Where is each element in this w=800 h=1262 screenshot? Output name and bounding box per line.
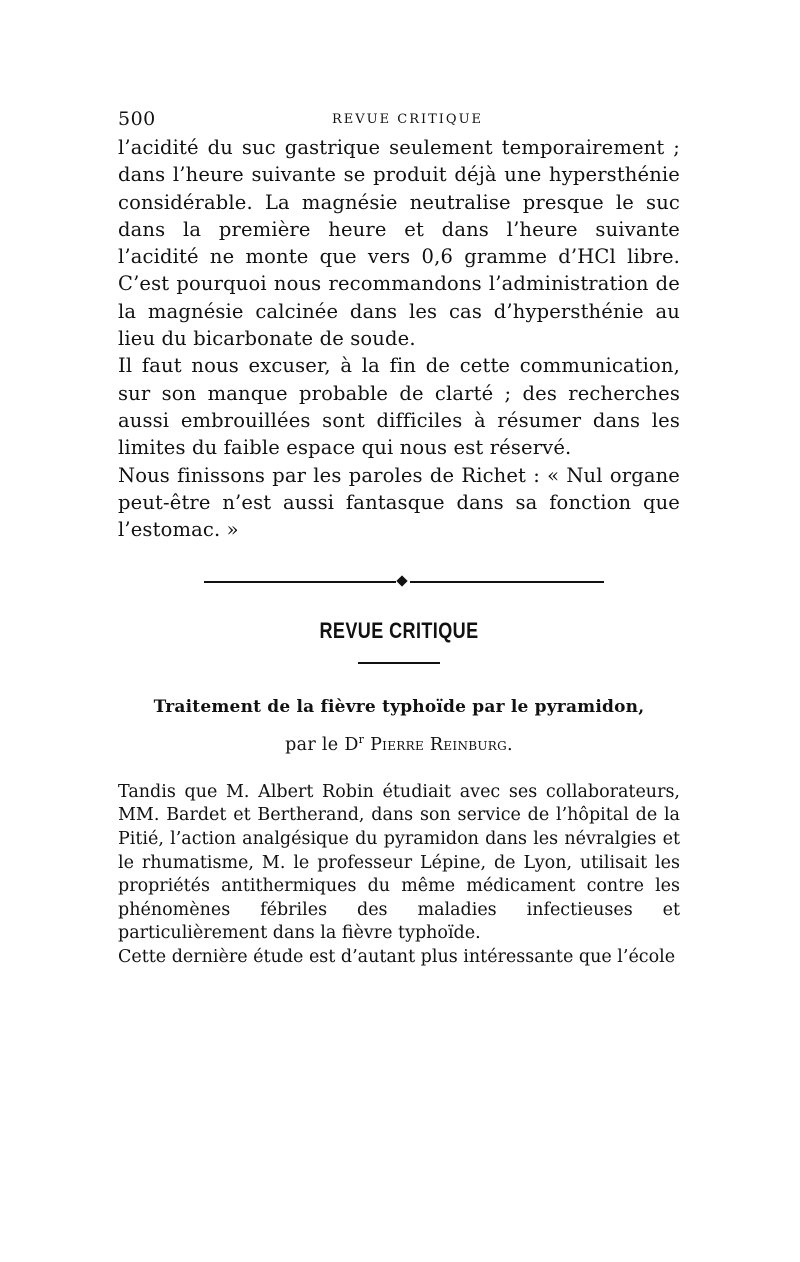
paragraph: Cette dernière étude est d’autant plus intéressante que l’école: [118, 946, 676, 967]
ornamental-divider: [204, 572, 604, 592]
section-title: REVUE CRITIQUE: [319, 618, 479, 644]
article-text: [118, 781, 680, 970]
diamond-ornament-icon: [396, 576, 407, 587]
intro-text: [118, 134, 680, 543]
divider-line: [410, 581, 604, 583]
article-title: Traitement de la fièvre typhoïde par le pyramidon,: [153, 696, 645, 717]
byline: [118, 733, 680, 755]
byline-superscript: r: [358, 732, 365, 746]
divider-line: [204, 581, 396, 583]
byline-author: Pierre Reinburg.: [370, 734, 513, 755]
title-rule: [358, 662, 440, 664]
book-page: [118, 100, 680, 970]
running-head: REVUE CRITIQUE: [332, 112, 484, 127]
paragraph: Nous finissons par les paroles de Richet : « Nul organe peut-être n’est aussi fantasque dans sa fonction que l’estomac. »: [118, 463, 680, 542]
paragraph: Il faut nous excuser, à la fin de cette communication, sur son manque probable de clarté ; des recherches aussi embrouillées sont difficiles à résumer dans les limites du faible espace qui nous est réservé.: [118, 354, 680, 460]
paragraph: l’acidité du suc gastrique seulement temporairement ; dans l’heure suivante se produit déjà une hypersthénie considérable. La magnésie neutralise presque le suc dans la première heure et dans l’heure suivante l’acidité ne monte que vers 0,6 gramme d’HCl libre. C’est pourquoi nous recommandons l’administration de la magnésie calcinée dans les cas d’hypersthénie au lieu du bicarbonate de soude.: [118, 136, 680, 351]
byline-prefix: par le D: [285, 734, 359, 755]
page-number: 500: [118, 108, 156, 130]
page-header: [118, 100, 680, 134]
paragraph: Tandis que M. Albert Robin étudiait avec ses collaborateurs, MM. Bardet et Bertherand, dans son service de l’hôpital de la Pitié, l’action analgésique du pyramidon dans les névralgies et le rhumatisme, M. le professeur Lépine, de Lyon, utilisait les propriétés antithermiques du même médicament contre les phénomènes fébriles des maladies infectieuses et particulièrement dans la fièvre typhoïde.: [118, 781, 680, 944]
